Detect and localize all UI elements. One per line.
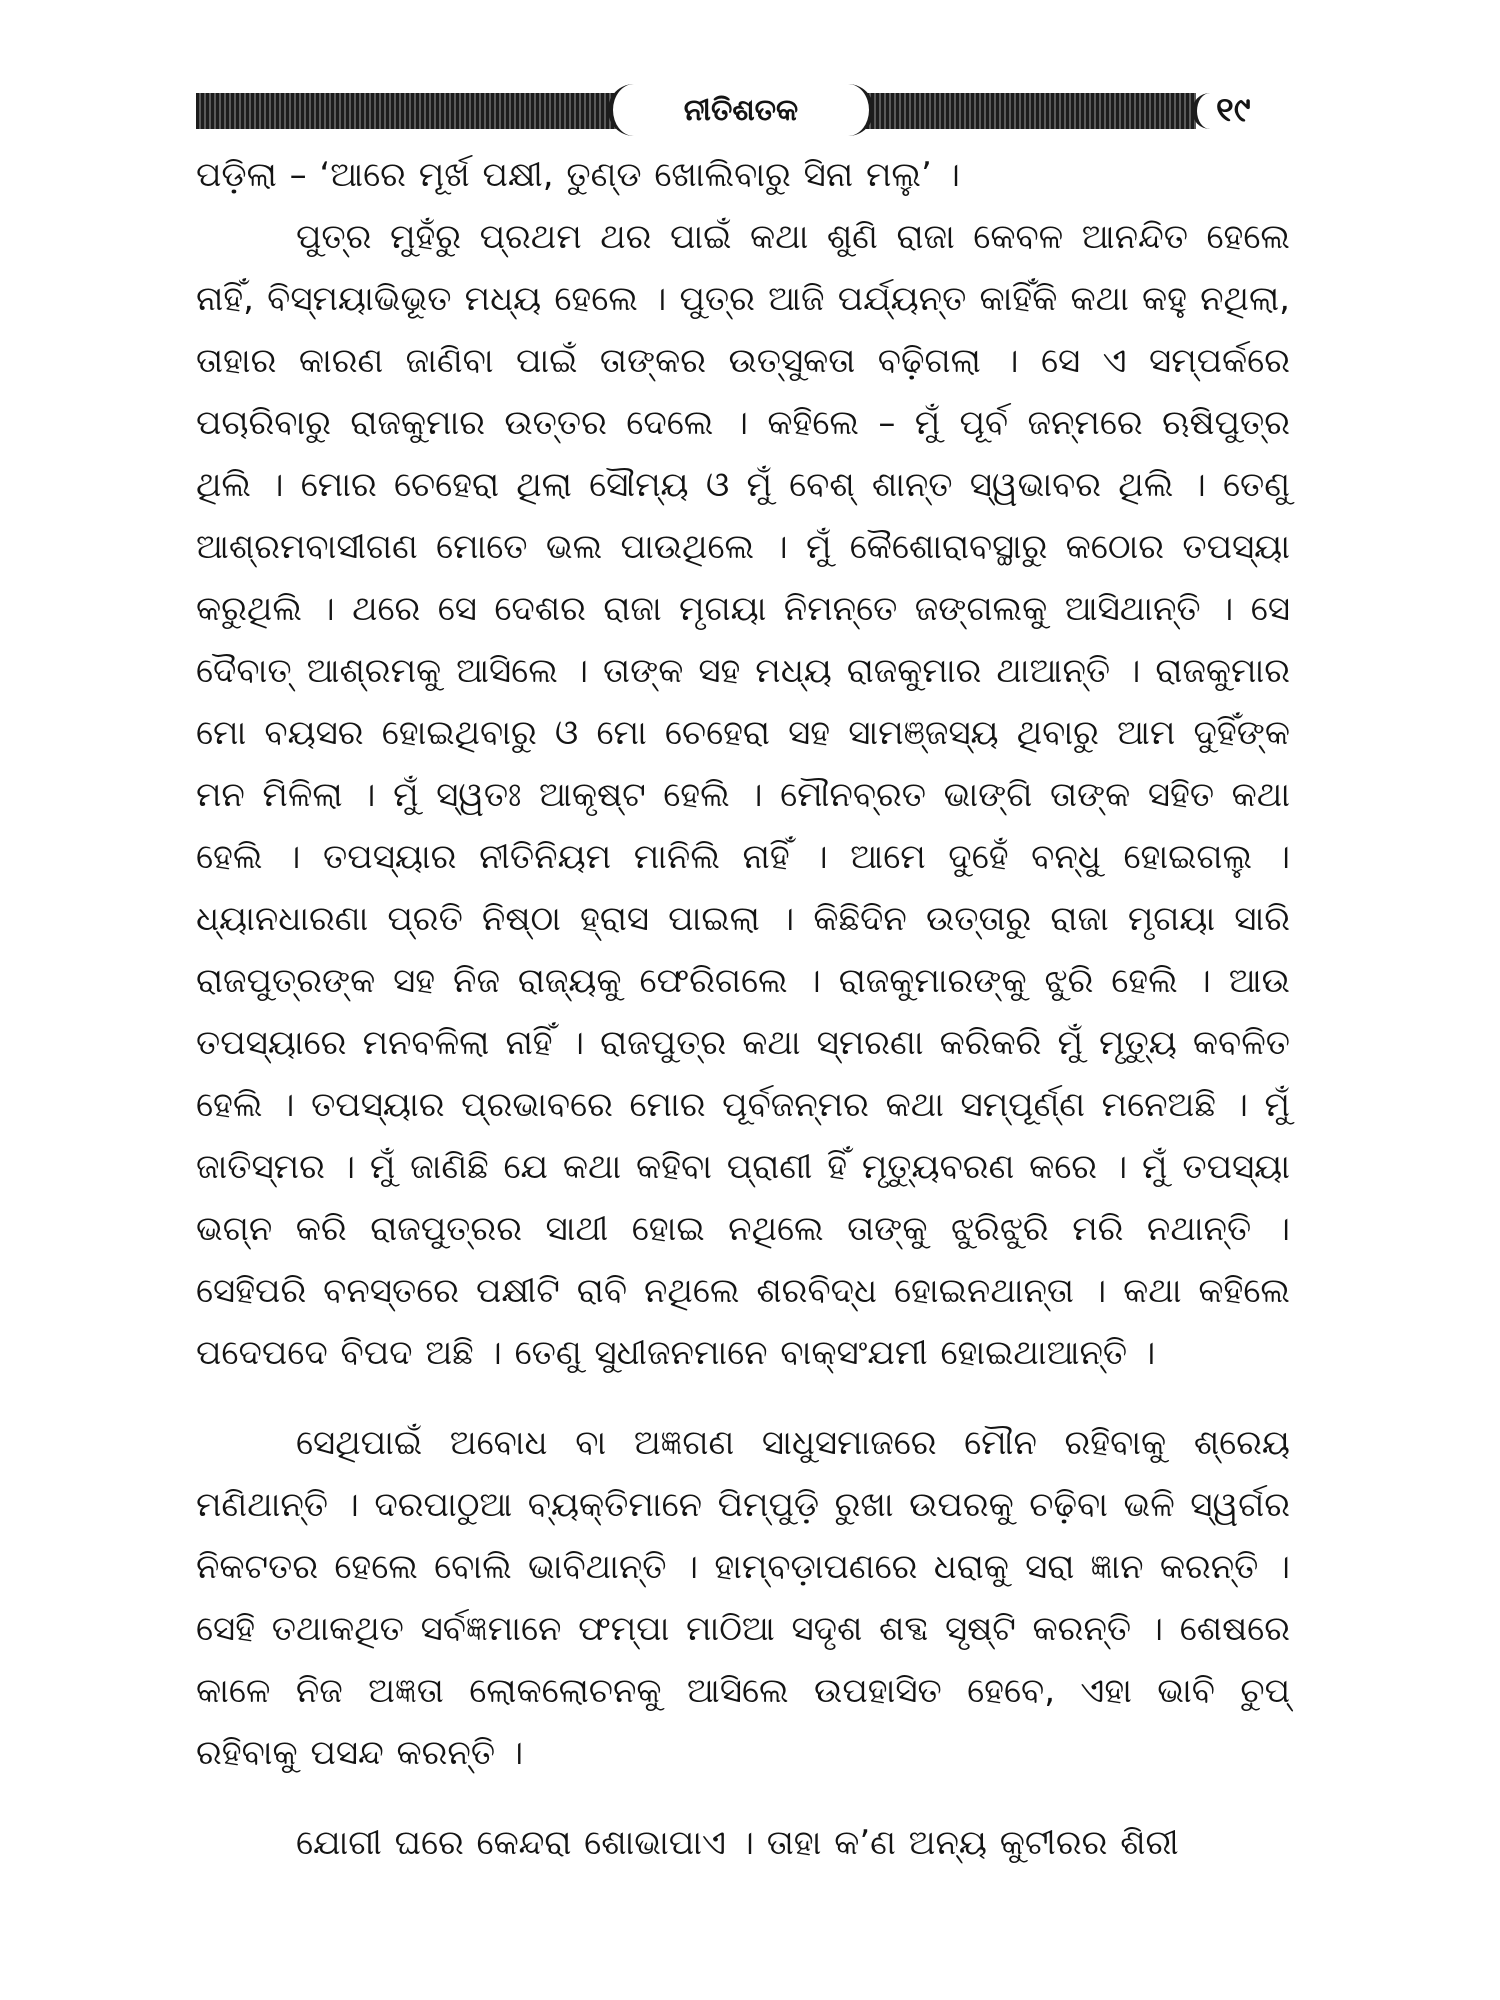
- running-header: [196, 84, 1290, 136]
- header-decorative-bar-right: [866, 93, 1196, 129]
- book-title: ନୀତିଶତକ: [608, 84, 874, 136]
- page-body: [196, 144, 1290, 1874]
- header-decorative-bar-left: [196, 93, 616, 129]
- page-number: ୧୯: [1216, 90, 1251, 130]
- paragraph-3: ସେଥିପାଇଁ ଅବୋଧ ବା ଅଜ୍ଞଗଣ ସାଧୁସମାଜରେ ମୌନ ରହିବାକୁ ଶ୍ରେୟ ମଣିଥାନ୍ତି । ଦରପାଠୁଆ ବ୍ୟକ୍ତିମାନେ ପିମ୍ପୁଡ଼ି ରୁଖା ଉପରକୁ ଚଢ଼ିବା ଭଳି ସ୍ୱର୍ଗର ନିକଟତର ହେଲେ ବୋଲି ଭାବିଥାନ୍ତି । ହାମ୍ବଡ଼ାପଣରେ ଧରାକୁ ସରା ଜ୍ଞାନ କରନ୍ତି । ସେହି ତଥାକଥିତ ସର୍ବଜ୍ଞମାନେ ଫମ୍ପା ମାଠିଆ ସଦୃଶ ଶବ୍ଦ ସୃଷ୍ଟି କରନ୍ତି । ଶେଷରେ କାଳେ ନିଜ ଅଜ୍ଞତା ଲୋକଲୋଚନକୁ ଆସିଲେ ଉପହାସିତ ହେବେ, ଏହା ଭାବି ଚୁପ୍ ରହିବାକୁ ପସନ୍ଦ କରନ୍ତି ।: [196, 1423, 1290, 1773]
- paragraph-1: ପଡ଼ିଲା – ‘ଆରେ ମୂର୍ଖ ପକ୍ଷୀ, ତୁଣ୍ଡ ଖୋଲିବାରୁ ସିନା ମଲୁ’ ।: [196, 155, 960, 195]
- paragraph-4: ଯୋଗୀ ଘରେ କେନ୍ଦରା ଶୋଭାପାଏ । ତାହା କ’ଣ ଅନ୍ୟ କୁଟୀରର ଶିରୀ: [296, 1823, 1179, 1863]
- paragraph-2: ପୁତ୍ର ମୁହଁରୁ ପ୍ରଥମ ଥର ପାଇଁ କଥା ଶୁଣି ରାଜା କେବଳ ଆନନ୍ଦିତ ହେଲେ ନାହିଁ, ବିସ୍ମୟାଭିଭୂତ ମଧ୍ୟ ହେଲେ । ପୁତ୍ର ଆଜି ପର୍ଯ୍ୟନ୍ତ କାହିଁକି କଥା କହୁ ନଥିଲା, ତାହାର କାରଣ ଜାଣିବା ପାଇଁ ତାଙ୍କର ଉତ୍ସୁକତା ବଢ଼ିଗଲା । ସେ ଏ ସମ୍ପର୍କରେ ପଚାରିବାରୁ ରାଜକୁମାର ଉତ୍ତର ଦେଲେ । କହିଲେ – ମୁଁ ପୂର୍ବ ଜନ୍ମରେ ଋଷିପୁତ୍ର ଥିଲି । ମୋର ଚେହେରା ଥିଲା ସୌମ୍ୟ ଓ ମୁଁ ବେଶ୍ ଶାନ୍ତ ସ୍ୱଭାବର ଥିଲି । ତେଣୁ ଆଶ୍ରମବାସୀଗଣ ମୋତେ ଭଲ ପାଉଥିଲେ । ମୁଁ କୈଶୋରାବସ୍ଥାରୁ କଠୋର ତପସ୍ୟା କରୁଥିଲି । ଥରେ ସେ ଦେଶର ରାଜା ମୃଗୟା ନିମନ୍ତେ ଜଙ୍ଗଲକୁ ଆସିଥାନ୍ତି । ସେ ଦୈବାତ୍ ଆଶ୍ରମକୁ ଆସିଲେ । ତାଙ୍କ ସହ ମଧ୍ୟ ରାଜକୁମାର ଥାଆନ୍ତି । ରାଜକୁମାର ମୋ ବୟସର ହୋଇଥିବାରୁ ଓ ମୋ ଚେହେରା ସହ ସାମଞ୍ଜସ୍ୟ ଥିବାରୁ ଆମ ଦୁହିଁଙ୍କ ମନ ମିଳିଲା । ମୁଁ ସ୍ୱତଃ ଆକୃଷ୍ଟ ହେଲି । ମୌନବ୍ରତ ଭାଙ୍ଗି ତାଙ୍କ ସହିତ କଥା ହେଲି । ତପସ୍ୟାର ନୀତିନିୟମ ମାନିଲି ନାହିଁ । ଆମେ ଦୁହେଁ ବନ୍ଧୁ ହୋଇଗଲୁ । ଧ୍ୟାନଧାରଣା ପ୍ରତି ନିଷ୍ଠା ହ୍ରାସ ପାଇଲା । କିଛିଦିନ ଉତ୍ତାରୁ ରାଜା ମୃଗୟା ସାରି ରାଜପୁତ୍ରଙ୍କ ସହ ନିଜ ରାଜ୍ୟକୁ ଫେରିଗଲେ । ରାଜକୁମାରଙ୍କୁ ଝୁରି ହେଲି । ଆଉ ତପସ୍ୟାରେ ମନବଳିଲା ନାହିଁ । ରାଜପୁତ୍ର କଥା ସ୍ମରଣା କରିକରି ମୁଁ ମୃତ୍ୟୁ କବଳିତ ହେଲି । ତପସ୍ୟାର ପ୍ରଭାବରେ ମୋର ପୂର୍ବଜନ୍ମର କଥା ସମ୍ପୂର୍ଣ୍ଣ ମନେଅଛି । ମୁଁ ଜାତିସ୍ମର । ମୁଁ ଜାଣିଛି ଯେ କଥା କହିବା ପ୍ରାଣୀ ହିଁ ମୃତ୍ୟୁବରଣ କରେ । ମୁଁ ତପସ୍ୟା ଭଗ୍ନ କରି ରାଜପୁତ୍ରର ସାଥୀ ହୋଇ ନଥିଲେ ତାଙ୍କୁ ଝୁରିଝୁରି ମରି ନଥାନ୍ତି । ସେହିପରି ବନସ୍ତରେ ପକ୍ଷୀଟି ରାବି ନଥିଲେ ଶରବିଦ୍ଧ ହୋଇନଥାନ୍ତା । କଥା କହିଲେ ପଦେପଦେ ବିପଦ ଅଛି । ତେଣୁ ସୁଧୀଜନମାନେ ବାକ୍‌ସଂଯମୀ ହୋଇଥାଆନ୍ତି ।: [196, 217, 1290, 1373]
